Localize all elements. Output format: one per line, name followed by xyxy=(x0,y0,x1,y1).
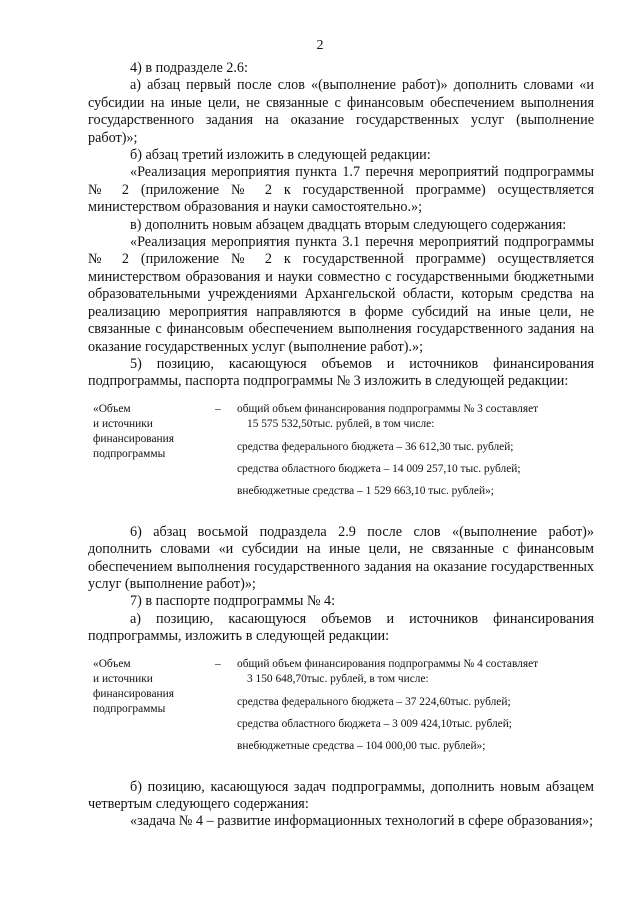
regional-line: средства областного бюджета – 3 009 424,10тыс. рублей; xyxy=(237,717,512,730)
paragraph: в) дополнить новым абзацем двадцать вторым следующего содержания: xyxy=(130,216,567,233)
paragraph: 5) позицию, касающуюся объемов и источников финансирования подпрограммы, паспорта подпрограммы № 3 изложить в следующей редакции: xyxy=(88,355,594,390)
extrabudget-line: внебюджетные средства – 1 529 663,10 тыс. рублей»; xyxy=(237,484,494,497)
document-body xyxy=(88,60,594,831)
page-number: 2 xyxy=(316,38,324,53)
total-line: общий объем финансирования подпрограммы № 4 составляет xyxy=(237,657,539,670)
financing-table-subprogram-3 xyxy=(88,402,594,506)
paragraph: 6) абзац восьмой подраздела 2.9 после слов «(выполнение работ)» дополнить словами «и субсидии на иные цели, не связанные с финансовым обеспечением выполнения государственного задания на оказание государственных услуг (выполнение работ)»; xyxy=(88,523,594,592)
federal-line: средства федерального бюджета – 37 224,60тыс. рублей; xyxy=(237,695,511,708)
extrabudget-line: внебюджетные средства – 104 000,00 тыс. рублей»; xyxy=(237,739,486,752)
paragraph: 4) в подразделе 2.6: xyxy=(130,60,248,76)
paragraph: б) позицию, касающуюся задач подпрограммы, дополнить новым абзацем четвертым следующего содержания: xyxy=(88,778,594,812)
table-values xyxy=(237,402,594,506)
paragraph: а) позицию, касающуюся объемов и источников финансирования подпрограммы, изложить в следующей редакции: xyxy=(88,610,594,645)
regional-line: средства областного бюджета – 14 009 257,10 тыс. рублей; xyxy=(237,462,521,475)
total-amount: 15 575 532,50тыс. рублей, в том числе: xyxy=(247,417,435,430)
table-label: «Объем и источники финансирования подпрограммы xyxy=(93,402,174,460)
paragraph: «Реализация мероприятия пункта 1.7 перечня мероприятий подпрограммы № 2 (приложение № 2 к государственной программе) осуществляется министерством образования и науки самостоятельно.»; xyxy=(88,164,594,216)
paragraph: а) абзац первый после слов «(выполнение работ)» дополнить словами «и субсидии на иные цели, не связанные с финансовым обеспечением выполнения государственного задания на оказание государственных услуг (выполнение работ)»; xyxy=(88,77,594,146)
table-dash: – xyxy=(215,402,221,415)
table-label: «Объем и источники финансирования подпрограммы xyxy=(93,657,174,715)
total-line: общий объем финансирования подпрограммы № 3 составляет xyxy=(237,402,539,415)
paragraph: «Реализация мероприятия пункта 3.1 перечня мероприятий подпрограммы № 2 (приложение № 2 к государственной программе) осуществляется министерством образования и науки совместно с государственными бюджетными образовательными учреждениями Архангельской области, которым средства на реализацию мероприятия направляются в форме субсидий на иные цели, не связанные с финансовым обеспечением выполнения государственного задания на оказание государственных услуг (выполнение работ).»; xyxy=(88,234,594,355)
table-dash: – xyxy=(215,657,221,670)
financing-table-subprogram-4 xyxy=(88,657,594,761)
paragraph: б) абзац третий изложить в следующей редакции: xyxy=(130,147,431,164)
paragraph: «задача № 4 – развитие информационных технологий в сфере образования»; xyxy=(130,813,594,830)
table-values xyxy=(237,657,594,761)
total-amount: 3 150 648,70тыс. рублей, в том числе: xyxy=(247,672,429,685)
federal-line: средства федерального бюджета – 36 612,30 тыс. рублей; xyxy=(237,440,514,453)
paragraph: 7) в паспорте подпрограммы № 4: xyxy=(130,593,336,610)
